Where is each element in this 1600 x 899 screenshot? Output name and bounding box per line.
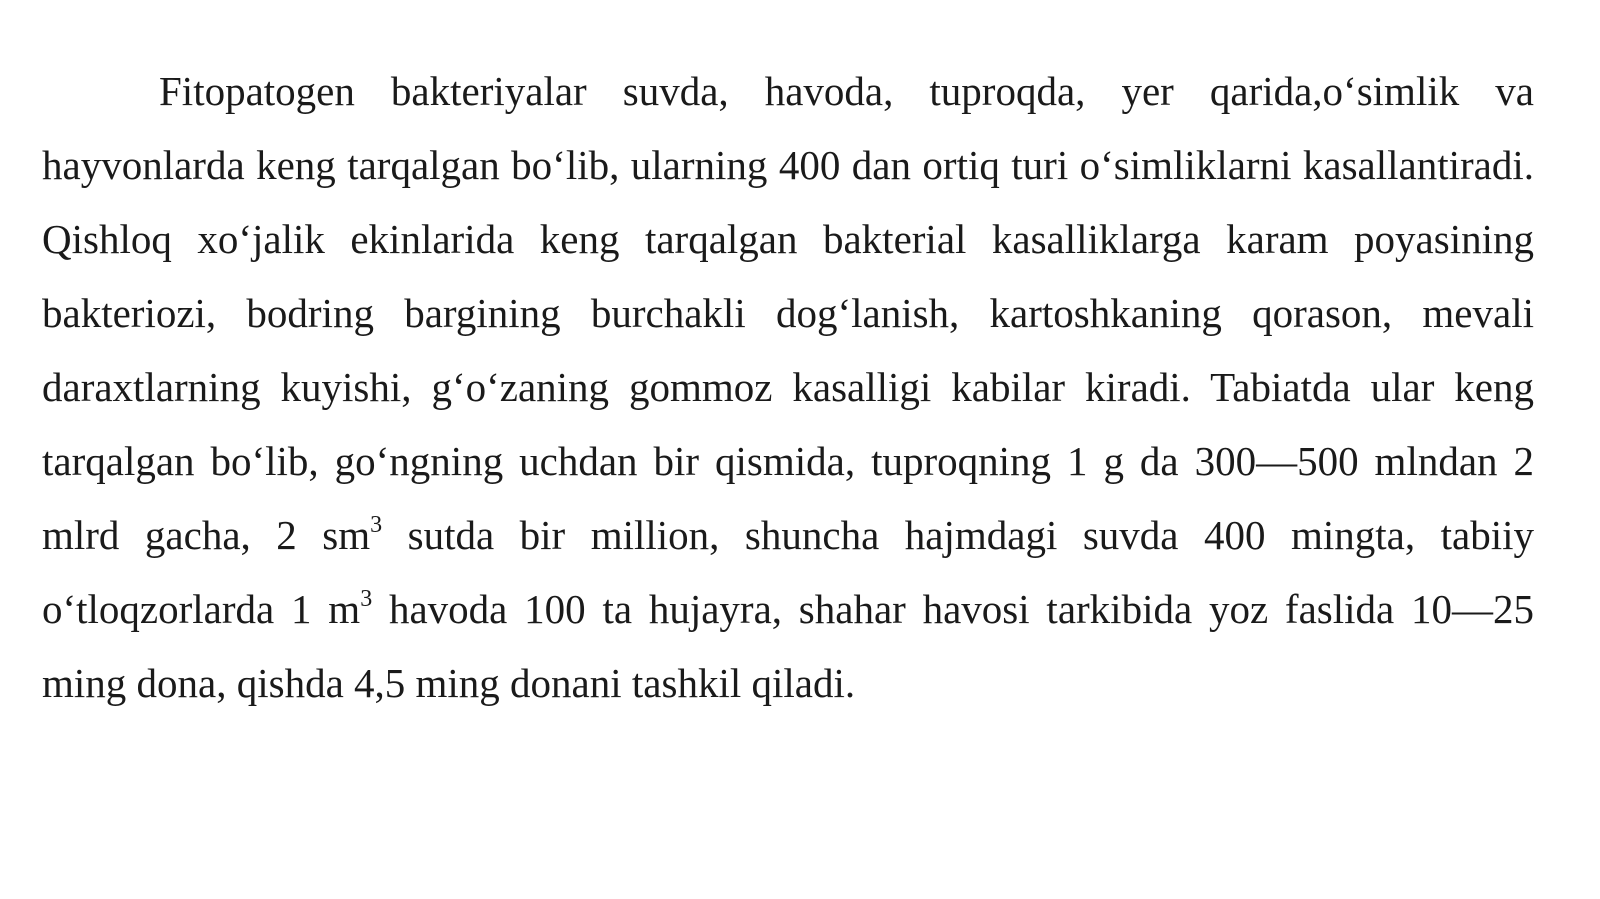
body-paragraph (42, 54, 1534, 720)
superscript-cubic-1: 3 (370, 512, 383, 539)
paragraph-text-part-3: havoda 100 ta hujayra, shahar havosi tarkibida yoz faslida 10—25 ming dona, qishda 4,5 ming donani tashkil qiladi. (42, 586, 1534, 706)
superscript-cubic-2: 3 (360, 586, 373, 613)
paragraph-text-part-1: Fitopatogen bakteriyalar suvda, havoda, tuproqda, yer qarida,o‘simlik va hayvonlarda keng tarqalgan bo‘lib, ularning 400 dan ortiq turi o‘simliklarni kasallantiradi. Qishloq xo‘jalik ekinlarida keng tarqalgan bakterial kasalliklarga karam poyasining bakteriozi, bodring bargining burchakli dog‘lanish, kartoshkaning qorason, mevali daraxtlarning kuyishi, g‘o‘zaning gommoz kasalligi kabilar kiradi. Tabiatda ular keng tarqalgan bo‘lib, go‘ngning uchdan bir qismida, tuproqning 1 g da 300—500 mlndan 2 mlrd gacha, 2 sm (42, 68, 1534, 558)
paragraph-text-part-2: sutda bir million, shuncha hajmdagi suvda 400 mingta, tabiiy o‘tloqzorlarda 1 m (42, 512, 1534, 632)
